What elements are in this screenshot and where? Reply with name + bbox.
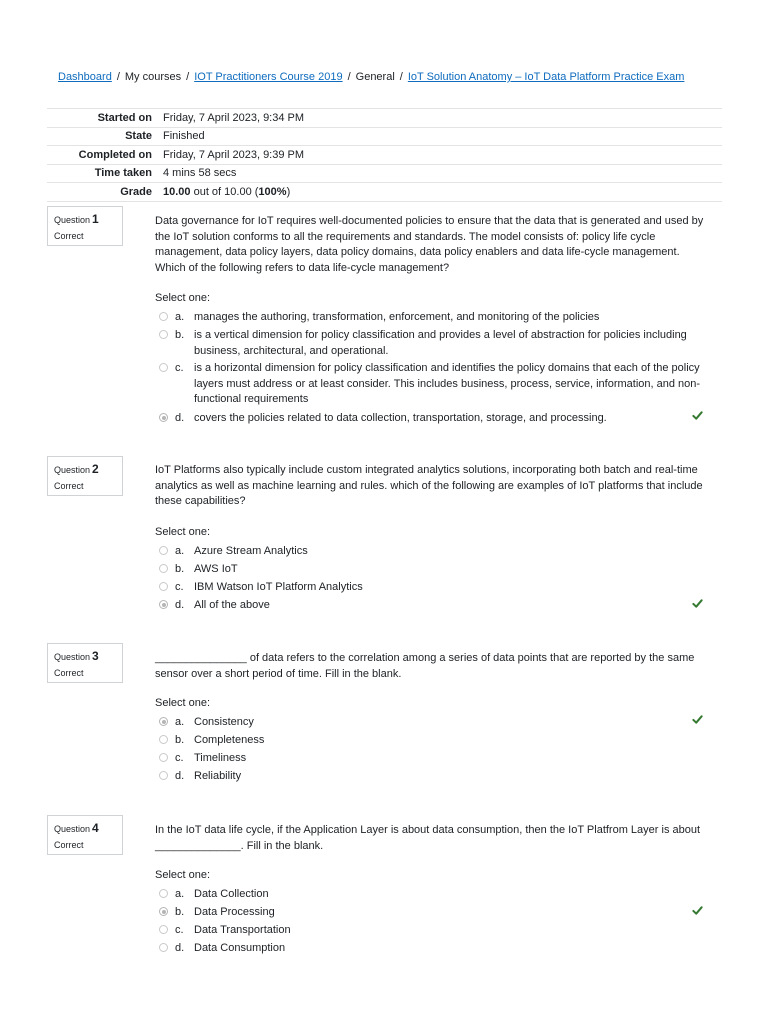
radio-button[interactable] <box>159 925 168 934</box>
breadcrumb <box>58 70 738 84</box>
radio-button-selected[interactable] <box>159 717 168 726</box>
answer-letter: a. <box>175 888 185 900</box>
question-state: Correct <box>54 231 84 241</box>
question-number <box>54 212 122 226</box>
question-number <box>54 462 122 476</box>
completed-label: Completed on <box>47 146 163 165</box>
grade-score: 10.00 <box>163 185 191 198</box>
radio-button-selected[interactable] <box>159 413 168 422</box>
time-taken-value: 4 mins 58 secs <box>163 164 722 183</box>
time-taken-label: Time taken <box>47 164 163 183</box>
summary-row-grade <box>47 183 722 202</box>
question-state: Correct <box>54 481 84 491</box>
answer-text: manages the authoring, transformation, enforcement, and monitoring of the policies <box>194 311 600 323</box>
question-state: Correct <box>54 668 84 678</box>
summary-row-state <box>47 127 722 146</box>
summary-row-time <box>47 164 722 183</box>
question-state: Correct <box>54 840 84 850</box>
answer-text: covers the policies related to data collection, transportation, storage, and processing. <box>194 412 607 424</box>
radio-button[interactable] <box>159 546 168 555</box>
breadcrumb-quiz-link[interactable]: IoT Solution Anatomy – IoT Data Platform Practice Exam <box>407 71 685 83</box>
answer-letter: d. <box>175 942 185 954</box>
question-word: Question <box>54 465 91 475</box>
grade-close: ) <box>286 185 291 198</box>
correct-check-icon <box>692 410 703 421</box>
correct-check-icon <box>692 598 703 609</box>
answer-text: Consistency <box>194 716 254 728</box>
answer-text: AWS IoT <box>194 563 238 575</box>
question-text: In the IoT data life cycle, if the Application Layer is about data consumption, then the IoT Platfrom Layer is about ______________. Fill in the blank. <box>155 824 701 852</box>
question-number-value: 4 <box>92 821 99 835</box>
answer-text: is a vertical dimension for policy classification and provides a level of abstraction for policies including business, architectural, and operational. <box>194 329 687 357</box>
select-one-prompt: Select one: <box>155 869 211 881</box>
summary-row-completed <box>47 146 722 165</box>
question-text: Data governance for IoT requires well-documented policies to ensure that the data that is generated and used by the IoT solution conforms to all the requirements and standards. The model consists of: policy life cycle management, data policy layers, data policy domains, data policy enablers and data life-cycle management. Which of the following refers to data life-cycle management? <box>155 215 704 274</box>
grade-label: Grade <box>47 183 163 202</box>
radio-button[interactable] <box>159 943 168 952</box>
answer-letter: c. <box>175 924 184 936</box>
radio-button[interactable] <box>159 889 168 898</box>
radio-button[interactable] <box>159 330 168 339</box>
question-word: Question <box>54 652 91 662</box>
answer-letter: b. <box>175 563 185 575</box>
radio-button[interactable] <box>159 363 168 372</box>
answer-text: IBM Watson IoT Platform Analytics <box>194 581 363 593</box>
answer-letter: a. <box>175 716 185 728</box>
select-one-prompt: Select one: <box>155 697 211 709</box>
state-value: Finished <box>163 127 722 146</box>
answer-letter: c. <box>175 581 184 593</box>
answer-text: Completeness <box>194 734 265 746</box>
radio-button-selected[interactable] <box>159 907 168 916</box>
answer-text: All of the above <box>194 599 270 611</box>
answer-letter: b. <box>175 734 185 746</box>
answer-text: Data Collection <box>194 888 269 900</box>
answer-letter: d. <box>175 412 185 424</box>
breadcrumb-general: General <box>355 71 395 83</box>
started-value: Friday, 7 April 2023, 9:34 PM <box>163 109 722 128</box>
question-number-value: 2 <box>92 462 99 476</box>
answer-text: Data Consumption <box>194 942 286 954</box>
state-label: State <box>47 127 163 146</box>
answer-text: is a horizontal dimension for policy classification and identifies the policy domains that each of the policy layers must address or at least consider. This includes business, process, service, information, and non-functional requirements <box>194 362 701 405</box>
question-info-box <box>47 456 123 496</box>
breadcrumb-separator: / <box>347 71 351 83</box>
grade-percent: 100% <box>258 185 287 198</box>
answer-text: Data Processing <box>194 906 275 918</box>
question-word: Question <box>54 824 91 834</box>
question-info-box <box>47 206 123 246</box>
answer-text: Reliability <box>194 770 242 782</box>
summary-row-started <box>47 109 722 128</box>
started-label: Started on <box>47 109 163 128</box>
breadcrumb-separator: / <box>399 71 403 83</box>
answer-letter: d. <box>175 770 185 782</box>
question-text: _______________ of data refers to the correlation among a series of data points that are reported by the same sensor over a short period of time. Fill in the blank. <box>155 652 695 680</box>
question-number <box>54 649 122 663</box>
grade-value <box>163 183 722 202</box>
answer-letter: a. <box>175 545 185 557</box>
radio-button[interactable] <box>159 564 168 573</box>
answer-letter: c. <box>175 752 184 764</box>
question-word: Question <box>54 215 91 225</box>
grade-text: out of 10.00 ( <box>190 185 259 198</box>
radio-button[interactable] <box>159 753 168 762</box>
answer-text: Timeliness <box>194 752 247 764</box>
radio-button-selected[interactable] <box>159 600 168 609</box>
answer-text: Azure Stream Analytics <box>194 545 308 557</box>
correct-check-icon <box>692 905 703 916</box>
completed-value: Friday, 7 April 2023, 9:39 PM <box>163 146 722 165</box>
answer-letter: b. <box>175 906 185 918</box>
radio-button[interactable] <box>159 735 168 744</box>
radio-button[interactable] <box>159 582 168 591</box>
question-info-box <box>47 815 123 855</box>
answer-letter: a. <box>175 311 185 323</box>
answer-letter: d. <box>175 599 185 611</box>
correct-check-icon <box>692 714 703 725</box>
breadcrumb-my-courses: My courses <box>124 71 182 83</box>
question-number <box>54 821 122 835</box>
radio-button[interactable] <box>159 312 168 321</box>
question-text: IoT Platforms also typically include custom integrated analytics solutions, incorporating both batch and real-time analytics as well as machine learning and rules. which of the following are examples of IoT platforms that include these capabilities? <box>155 464 703 507</box>
answer-letter: c. <box>175 362 184 374</box>
answer-letter: b. <box>175 329 185 341</box>
breadcrumb-dashboard-link[interactable]: Dashboard <box>58 71 112 83</box>
question-number-value: 1 <box>92 212 99 226</box>
question-number-value: 3 <box>92 649 99 663</box>
answer-text: Data Transportation <box>194 924 291 936</box>
breadcrumb-separator: / <box>186 71 190 83</box>
breadcrumb-separator: / <box>116 71 120 83</box>
breadcrumb-course-link[interactable]: IOT Practitioners Course 2019 <box>194 71 343 83</box>
select-one-prompt: Select one: <box>155 292 211 304</box>
radio-button[interactable] <box>159 771 168 780</box>
select-one-prompt: Select one: <box>155 526 211 538</box>
question-info-box <box>47 643 123 683</box>
attempt-summary-table <box>47 108 722 202</box>
